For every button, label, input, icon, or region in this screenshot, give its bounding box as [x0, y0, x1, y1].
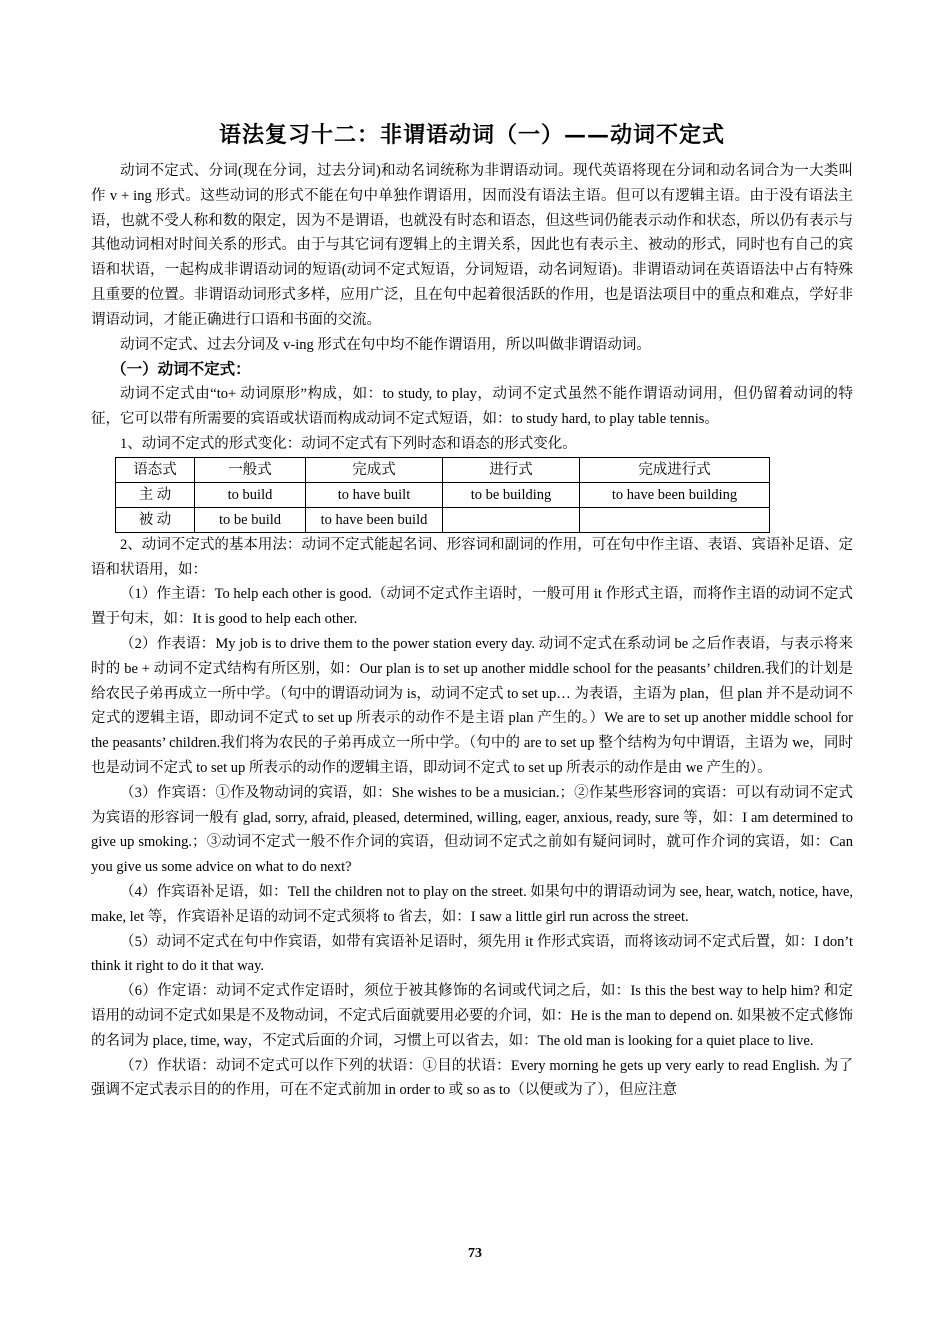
table-cell: 被 动 — [116, 507, 195, 532]
table-cell: 主 动 — [116, 482, 195, 507]
page-number: 73 — [468, 1246, 482, 1261]
usage-object: （3）作宾语：①作及物动词的宾语，如：She wishes to be a musician.；②作某些形容词的宾语：可以有动词不定式为宾语的形容词一般有 glad, sorry, afraid, pleased, determined, willing, eager, anxious, ready, sure 等，如：I am determined to give up smoking.；③动词不定式一般不作介词的宾语，但动词不定式之前如有疑问词时，就可作介词的宾语，如：Can you give us some advice on what to do next? — [91, 784, 853, 876]
table-header-cell: 完成进行式 — [580, 457, 770, 482]
table-header-row — [116, 457, 770, 482]
table-row — [116, 507, 770, 532]
page-title: 语法复习十二：非谓语动词（一）——动词不定式 — [218, 122, 725, 148]
intro-paragraph-1: 动词不定式、分词(现在分词，过去分词)和动名词统称为非谓语动词。现代英语将现在分词和动名词合为一大类叫作 v + ing 形式。这些动词的形式不能在句中单独作谓语用，因而没有语法主语。但可以有逻辑主语。由于没有语法主语，也就不受人称和数的限定，因为不是谓语，也就没有时态和语态，但这些词仍能表示动作和状态，所以仍有表示与其他动词相对时间关系的形式。由于与其它词有逻辑上的主谓关系，因此也有表示主、被动的形式，同时也有自己的宾语和状语，一起构成非谓语动词的短语(动词不定式短语，分词短语，动名词短语)。非谓语动词在英语语法中占有特殊且重要的位置。非谓语动词形式多样，应用广泛，且在句中起着很活跃的作用，也是语法项目中的重点和难点，学好非谓语动词，才能正确进行口语和书面的交流。 — [91, 163, 853, 328]
document-page — [91, 120, 853, 1103]
table-cell: to build — [195, 482, 306, 507]
table-cell: to have been building — [580, 482, 770, 507]
table-header-cell: 一般式 — [195, 457, 306, 482]
usage-formal-object: （5）动词不定式在句中作宾语，如带有宾语补足语时，须先用 it 作形式宾语，而将该动词不定式后置，如：I don’t think it right to do it that way. — [91, 933, 853, 975]
point-2: 2、动词不定式的基本用法：动词不定式能起名词、形容词和副词的作用，可在句中作主语、表语、宾语补足语、定语和状语用，如： — [91, 536, 853, 578]
table-header-cell: 语态式 — [116, 457, 195, 482]
table-row — [116, 482, 770, 507]
table-cell — [580, 507, 770, 532]
usage-predicative: （2）作表语：My job is to drive them to the power station every day. 动词不定式在系动词 be 之后作表语，与表示将来时的 be + 动词不定式结构有所区别，如：Our plan is to set up another middle school for the peasants’ children.我们的计划是给农民子弟再成立一所中学。（句中的谓语动词为 is，动词不定式 to set up… 为表语，主语为 plan，但 plan 并不是动词不定式的逻辑主语，即动词不定式 to set up 所表示的动作不是主语 plan 产生的。）We are to set up another middle school for the peasants’ children.我们将为农民的子弟再成立一所中学。（句中的 are to set up 整个结构为句中谓语，主语为 we，同时也是动词不定式 to set up 所表示的动作的逻辑主语，即动词不定式 to set up 所表示的动作是由 we 产生的）。 — [91, 635, 853, 776]
point-1: 1、动词不定式的形式变化：动词不定式有下列时态和语态的形式变化。 — [120, 435, 577, 452]
intro-paragraph-2: 动词不定式、过去分词及 v-ing 形式在句中均不能作谓语用，所以叫做非谓语动词。 — [120, 336, 651, 353]
section-heading-infinitive: （一）动词不定式： — [111, 360, 251, 379]
usage-subject: （1）作主语：To help each other is good.（动词不定式作主语时，一般可用 it 作形式主语，而将作主语的动词不定式置于句末，如：It is good to help each other. — [91, 586, 853, 628]
table-cell: to have built — [306, 482, 443, 507]
table-cell: to be building — [443, 482, 580, 507]
section-paragraph: 动词不定式由“to+ 动词原形”构成，如：to study, to play，动词不定式虽然不能作谓语动词用，但仍留着动词的特征，它可以带有所需要的宾语或状语而构成动词不定式短语，如：to study hard, to play table tennis。 — [91, 386, 853, 428]
table-header-cell: 进行式 — [443, 457, 580, 482]
usage-attribute: （6）作定语：动词不定式作定语时，须位于被其修饰的名词或代词之后，如：Is this the best way to help him? 和定语用的动词不定式如果是不及物动词，不定式后面就要用必要的介词，如：He is the man to depend on. 如果被不定式修饰的名词为 place, time, way，不定式后面的介词，习惯上可以省去，如：The old man is looking for a quiet place to live. — [91, 983, 853, 1049]
table-header-cell: 完成式 — [306, 457, 443, 482]
table-cell: to be build — [195, 507, 306, 532]
usage-adverbial: （7）作状语：动词不定式可以作下列的状语：①目的状语：Every morning he gets up very early to read English. 为了强调不定式表示目的的作用，可在不定式前加 in order to 或 so as to（以便或为了），但应注意 — [91, 1057, 853, 1099]
table-cell: to have been build — [306, 507, 443, 532]
table-cell — [443, 507, 580, 532]
usage-object-complement: （4）作宾语补足语，如：Tell the children not to play on the street. 如果句中的谓语动词为 see, hear, watch, notice, have, make, let 等，作宾语补足语的动词不定式须将 to 省去，如：I saw a little girl run across the street. — [91, 883, 853, 925]
forms-table — [115, 457, 770, 533]
